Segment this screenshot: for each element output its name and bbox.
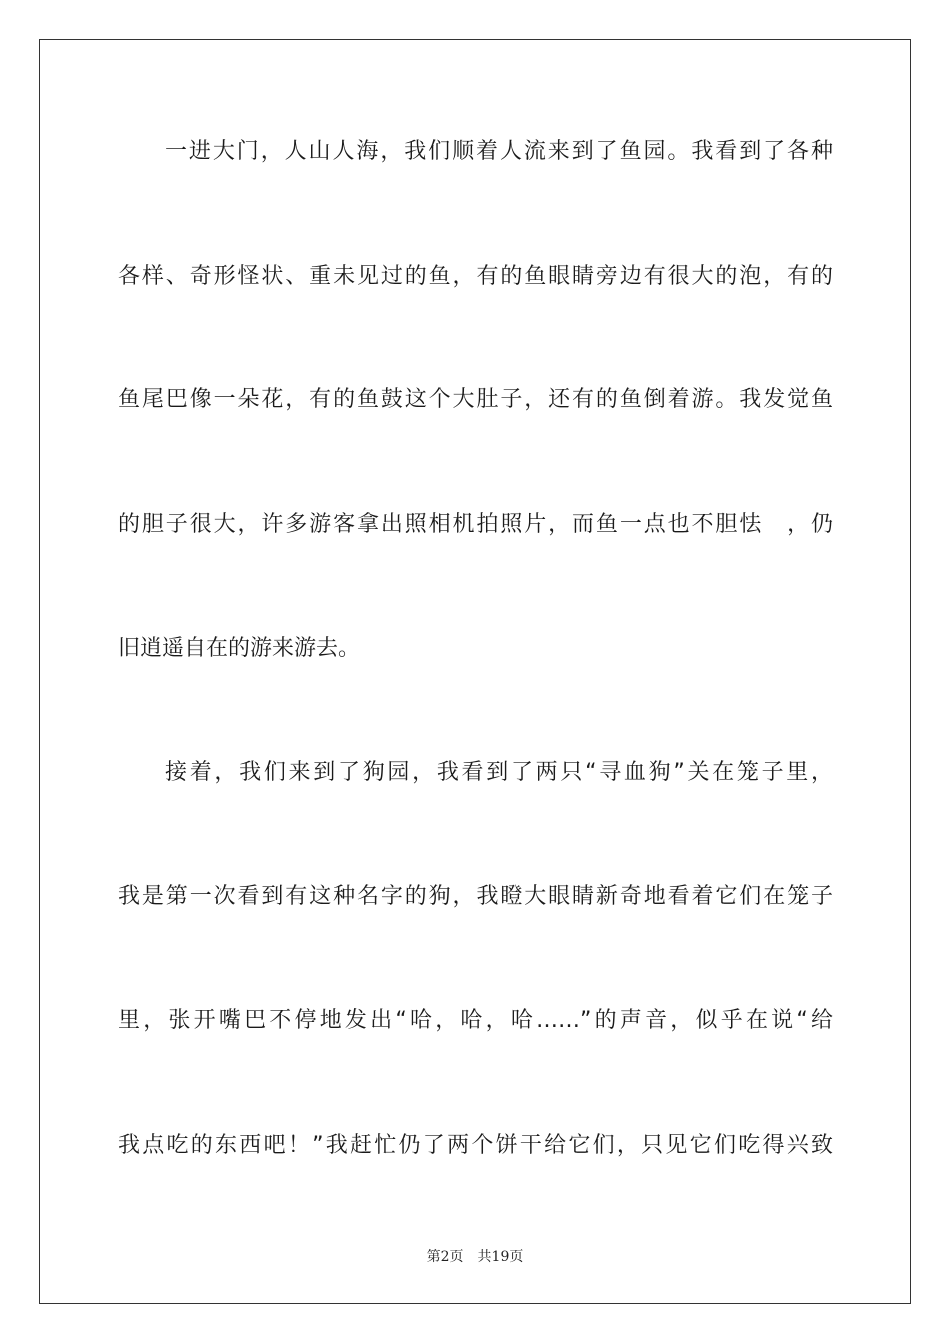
page-border [39,39,911,1304]
text-line: 的胆子很大，许多游客拿出照相机拍照片，而鱼一点也不胆怯 ，仍 [118,512,833,537]
page-number-footer: 第2页 共19页 [426,1249,524,1265]
text-line: 鱼尾巴像一朵花，有的鱼鼓这个大肚子，还有的鱼倒着游。我发觉鱼 [118,387,833,412]
text-line: 里，张开嘴巴不停地发出“哈，哈，哈……”的声音，似乎在说“给 [118,1008,833,1033]
text-line: 各样、奇形怪状、重未见过的鱼，有的鱼眼睛旁边有很大的泡，有的 [118,264,833,289]
text-line: 一进大门，人山人海，我们顺着人流来到了鱼园。我看到了各种 [165,139,833,164]
text-line: 接着，我们来到了狗园，我看到了两只“寻血狗”关在笼子里， [165,760,834,785]
text-line: 我是第一次看到有这种名字的狗，我瞪大眼睛新奇地看着它们在笼子 [118,884,833,909]
text-line: 旧逍遥自在的游来游去。 [118,636,361,661]
text-line: 我点吃的东西吧！”我赶忙仍了两个饼干给它们，只见它们吃得兴致 [118,1133,833,1158]
